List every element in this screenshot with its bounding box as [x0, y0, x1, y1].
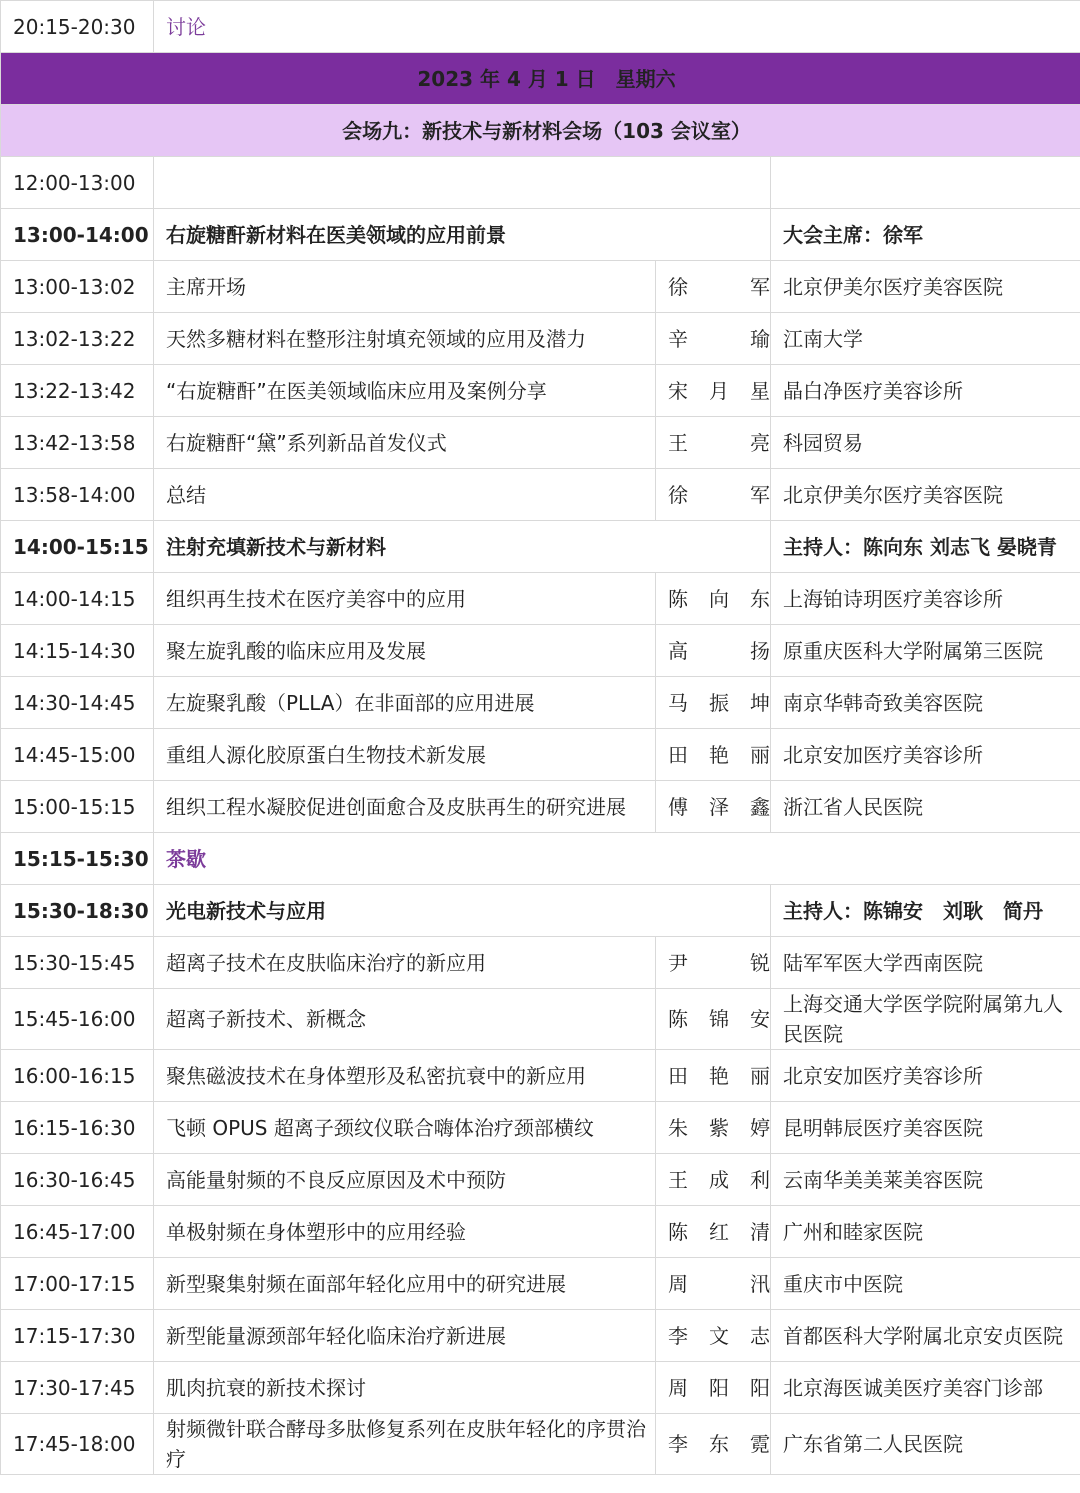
session-host: 主持人：陈向东 刘志飞 晏晓青	[771, 521, 1080, 573]
session-header-row	[1, 885, 1080, 937]
talk-title: 天然多糖材料在整形注射填充领域的应用及潜力	[154, 313, 656, 365]
talk-speaker: 田艳丽	[656, 1050, 771, 1102]
time-cell: 12:00-13:00	[1, 157, 154, 209]
talk-title: 重组人源化胶原蛋白生物技术新发展	[154, 729, 656, 781]
talk-speaker: 陈锦安	[656, 989, 771, 1050]
talk-row	[1, 677, 1080, 729]
talk-title: 右旋糖酐“黛”系列新品首发仪式	[154, 417, 656, 469]
session-time: 14:00-15:15	[1, 521, 154, 573]
talk-affiliation: 北京海医诚美医疗美容门诊部	[771, 1362, 1080, 1414]
talk-affiliation: 晶白净医疗美容诊所	[771, 365, 1080, 417]
talk-title: 左旋聚乳酸（PLLA）在非面部的应用进展	[154, 677, 656, 729]
talk-speaker: 李东霓	[656, 1414, 771, 1475]
talk-row	[1, 365, 1080, 417]
talk-row	[1, 1206, 1080, 1258]
talk-time: 16:00-16:15	[1, 1050, 154, 1102]
talk-time: 13:58-14:00	[1, 469, 154, 521]
talk-row	[1, 261, 1080, 313]
talk-affiliation: 北京伊美尔医疗美容医院	[771, 261, 1080, 313]
talk-row	[1, 1414, 1080, 1475]
talk-time: 15:45-16:00	[1, 989, 154, 1050]
talk-row	[1, 625, 1080, 677]
talk-row	[1, 1154, 1080, 1206]
talk-row	[1, 1258, 1080, 1310]
talk-row	[1, 729, 1080, 781]
talk-speaker: 辛瑜	[656, 313, 771, 365]
talk-speaker: 朱紫婷	[656, 1102, 771, 1154]
talk-time: 13:42-13:58	[1, 417, 154, 469]
talk-time: 15:30-15:45	[1, 937, 154, 989]
talk-time: 14:15-14:30	[1, 625, 154, 677]
talk-affiliation: 上海交通大学医学院附属第九人民医院	[771, 989, 1080, 1050]
talk-row	[1, 989, 1080, 1050]
talk-title: 主席开场	[154, 261, 656, 313]
talk-speaker: 李文志	[656, 1310, 771, 1362]
talk-title: 高能量射频的不良反应原因及术中预防	[154, 1154, 656, 1206]
talk-affiliation: 浙江省人民医院	[771, 781, 1080, 833]
talk-time: 17:30-17:45	[1, 1362, 154, 1414]
talk-affiliation: 广东省第二人民医院	[771, 1414, 1080, 1475]
talk-speaker: 宋月星	[656, 365, 771, 417]
talk-speaker: 傅泽鑫	[656, 781, 771, 833]
talk-time: 16:30-16:45	[1, 1154, 154, 1206]
talk-time: 17:15-17:30	[1, 1310, 154, 1362]
talk-time: 13:22-13:42	[1, 365, 154, 417]
talk-affiliation: 南京华韩奇致美容医院	[771, 677, 1080, 729]
talk-title: 新型能量源颈部年轻化临床治疗新进展	[154, 1310, 656, 1362]
tea-break-row	[1, 833, 1080, 885]
talk-time: 14:00-14:15	[1, 573, 154, 625]
talk-affiliation: 昆明韩辰医疗美容医院	[771, 1102, 1080, 1154]
talk-row	[1, 313, 1080, 365]
talk-row	[1, 573, 1080, 625]
talk-row	[1, 1310, 1080, 1362]
talk-speaker: 陈向东	[656, 573, 771, 625]
title-cell: 讨论	[154, 1, 1080, 53]
date-banner: 2023 年 4 月 1 日 星期六	[1, 53, 1080, 105]
talk-row	[1, 937, 1080, 989]
talk-affiliation: 原重庆医科大学附属第三医院	[771, 625, 1080, 677]
talk-affiliation: 重庆市中医院	[771, 1258, 1080, 1310]
talk-speaker: 尹锐	[656, 937, 771, 989]
talk-title: 超离子技术在皮肤临床治疗的新应用	[154, 937, 656, 989]
talk-row	[1, 1102, 1080, 1154]
talk-title: 新型聚集射频在面部年轻化应用中的研究进展	[154, 1258, 656, 1310]
session-host: 大会主席：徐军	[771, 209, 1080, 261]
session-time: 15:30-18:30	[1, 885, 154, 937]
time-cell: 20:15-20:30	[1, 1, 154, 53]
talk-time: 14:45-15:00	[1, 729, 154, 781]
venue-banner: 会场九：新技术与新材料会场（103 会议室）	[1, 105, 1080, 157]
tea-title: 茶歇	[154, 833, 1080, 885]
talk-title: 单极射频在身体塑形中的应用经验	[154, 1206, 656, 1258]
talk-title: 飞顿 OPUS 超离子颈纹仪联合嗨体治疗颈部横纹	[154, 1102, 656, 1154]
session-header-row	[1, 209, 1080, 261]
title-cell	[154, 157, 771, 209]
talk-speaker: 马振坤	[656, 677, 771, 729]
affiliation-cell	[771, 157, 1080, 209]
talk-time: 17:00-17:15	[1, 1258, 154, 1310]
talk-affiliation: 科园贸易	[771, 417, 1080, 469]
talk-speaker: 田艳丽	[656, 729, 771, 781]
talk-time: 17:45-18:00	[1, 1414, 154, 1475]
session-title: 注射充填新技术与新材料	[154, 521, 771, 573]
schedule-row	[1, 157, 1080, 209]
tea-time: 15:15-15:30	[1, 833, 154, 885]
talk-speaker: 周汛	[656, 1258, 771, 1310]
talk-speaker: 高扬	[656, 625, 771, 677]
session-header-row	[1, 521, 1080, 573]
talk-title: 总结	[154, 469, 656, 521]
talk-time: 14:30-14:45	[1, 677, 154, 729]
talk-speaker: 陈红清	[656, 1206, 771, 1258]
talk-title: 射频微针联合酵母多肽修复系列在皮肤年轻化的序贯治疗	[154, 1414, 656, 1475]
date-banner-row	[1, 53, 1080, 105]
schedule-row	[1, 1, 1080, 53]
talk-title: 聚左旋乳酸的临床应用及发展	[154, 625, 656, 677]
talk-time: 13:00-13:02	[1, 261, 154, 313]
talk-speaker: 周阳阳	[656, 1362, 771, 1414]
talk-title: 组织再生技术在医疗美容中的应用	[154, 573, 656, 625]
talk-row	[1, 1050, 1080, 1102]
talk-affiliation: 广州和睦家医院	[771, 1206, 1080, 1258]
talk-title: 组织工程水凝胶促进创面愈合及皮肤再生的研究进展	[154, 781, 656, 833]
talk-title: “右旋糖酐”在医美领域临床应用及案例分享	[154, 365, 656, 417]
talk-title: 聚焦磁波技术在身体塑形及私密抗衰中的新应用	[154, 1050, 656, 1102]
session-time: 13:00-14:00	[1, 209, 154, 261]
session-title: 右旋糖酐新材料在医美领域的应用前景	[154, 209, 771, 261]
talk-speaker: 徐军	[656, 261, 771, 313]
talk-affiliation: 北京安加医疗美容诊所	[771, 729, 1080, 781]
session-host: 主持人：陈锦安 刘耿 简丹	[771, 885, 1080, 937]
session-title: 光电新技术与应用	[154, 885, 771, 937]
talk-affiliation: 北京伊美尔医疗美容医院	[771, 469, 1080, 521]
talk-time: 13:02-13:22	[1, 313, 154, 365]
talk-speaker: 徐军	[656, 469, 771, 521]
talk-title: 肌肉抗衰的新技术探讨	[154, 1362, 656, 1414]
talk-row	[1, 781, 1080, 833]
talk-affiliation: 上海铂诗玥医疗美容诊所	[771, 573, 1080, 625]
talk-time: 16:45-17:00	[1, 1206, 154, 1258]
talk-affiliation: 云南华美美莱美容医院	[771, 1154, 1080, 1206]
talk-row	[1, 417, 1080, 469]
talk-affiliation: 北京安加医疗美容诊所	[771, 1050, 1080, 1102]
talk-row	[1, 1362, 1080, 1414]
talk-time: 15:00-15:15	[1, 781, 154, 833]
talk-title: 超离子新技术、新概念	[154, 989, 656, 1050]
talk-row	[1, 469, 1080, 521]
talk-affiliation: 首都医科大学附属北京安贞医院	[771, 1310, 1080, 1362]
talk-affiliation: 陆军军医大学西南医院	[771, 937, 1080, 989]
talk-time: 16:15-16:30	[1, 1102, 154, 1154]
talk-speaker: 王成利	[656, 1154, 771, 1206]
talk-affiliation: 江南大学	[771, 313, 1080, 365]
talk-speaker: 王亮	[656, 417, 771, 469]
venue-banner-row	[1, 105, 1080, 157]
